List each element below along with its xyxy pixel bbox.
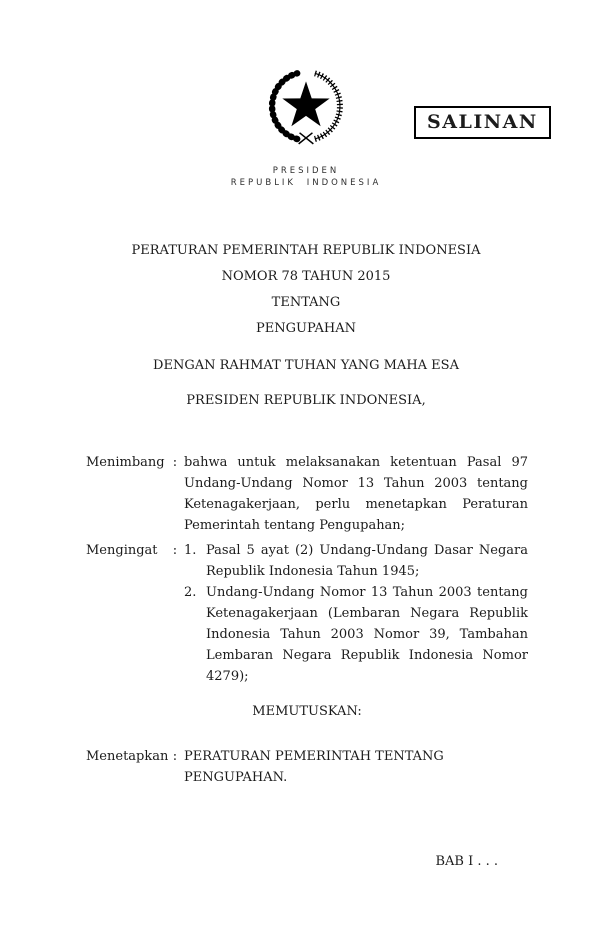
enacting-clause — [86, 746, 528, 788]
invocation-line: DENGAN RAHMAT TUHAN YANG MAHA ESA — [153, 358, 459, 373]
letterhead-office-lines — [0, 165, 612, 189]
considering-text: bahwa untuk melaksanakan ketentuan Pasal 97 Undang-Undang Nomor 13 Tahun 2003 tentang Ketenagakerjaan, perlu menetapkan Peraturan Pemerintah tentang Pengupahan; — [184, 455, 528, 533]
page-catchword: BAB I . . . — [435, 854, 498, 869]
enacting-label: Menetapkan — [86, 749, 169, 764]
title-line-2: NOMOR 78 TAHUN 2015 — [221, 269, 391, 284]
star-icon — [282, 81, 329, 126]
legal-basis-item — [184, 540, 528, 582]
enacting-authority-line: PRESIDEN REPUBLIK INDONESIA, — [186, 393, 426, 408]
decision-heading: MEMUTUSKAN: — [252, 704, 362, 719]
considering-clause — [86, 452, 528, 536]
title-line-4: PENGUPAHAN — [256, 321, 356, 336]
legal-basis-label: Mengingat — [86, 543, 158, 558]
presidential-seal-icon — [259, 62, 353, 154]
title-line-3: TENTANG — [271, 295, 341, 310]
legal-basis-clause — [86, 540, 528, 687]
considering-label: Menimbang — [86, 455, 165, 470]
item-number: 2. — [184, 585, 197, 600]
item-text: Undang-Undang Nomor 13 Tahun 2003 tentang Ketenagakerjaan (Lembaran Negara Republik Indonesia Tahun 2003 Nomor 39, Tambahan Lembaran Negara Republik Indonesia Nomor 4279); — [206, 585, 528, 684]
letterhead-line-presiden: PRESIDEN — [272, 166, 340, 176]
title-line-1: PERATURAN PEMERINTAH REPUBLIK INDONESIA — [131, 243, 481, 258]
title-block — [0, 238, 612, 342]
legal-basis-separator: : — [172, 543, 178, 558]
item-text: Pasal 5 ayat (2) Undang-Undang Dasar Negara Republik Indonesia Tahun 1945; — [206, 543, 528, 579]
item-number: 1. — [184, 543, 197, 558]
wreath-crossed-stems — [299, 133, 314, 144]
enacting-text: PERATURAN PEMERINTAH TENTANG PENGUPAHAN. — [184, 749, 444, 785]
letterhead — [0, 0, 612, 189]
salinan-stamp: SALINAN — [414, 106, 551, 139]
legal-basis-items — [184, 540, 528, 687]
letterhead-line-republik-indonesia: REPUBLIK INDONESIA — [230, 178, 382, 188]
legal-basis-item — [184, 582, 528, 687]
considering-separator: : — [172, 455, 178, 470]
document-body — [86, 452, 528, 788]
enacting-separator: : — [172, 749, 178, 764]
